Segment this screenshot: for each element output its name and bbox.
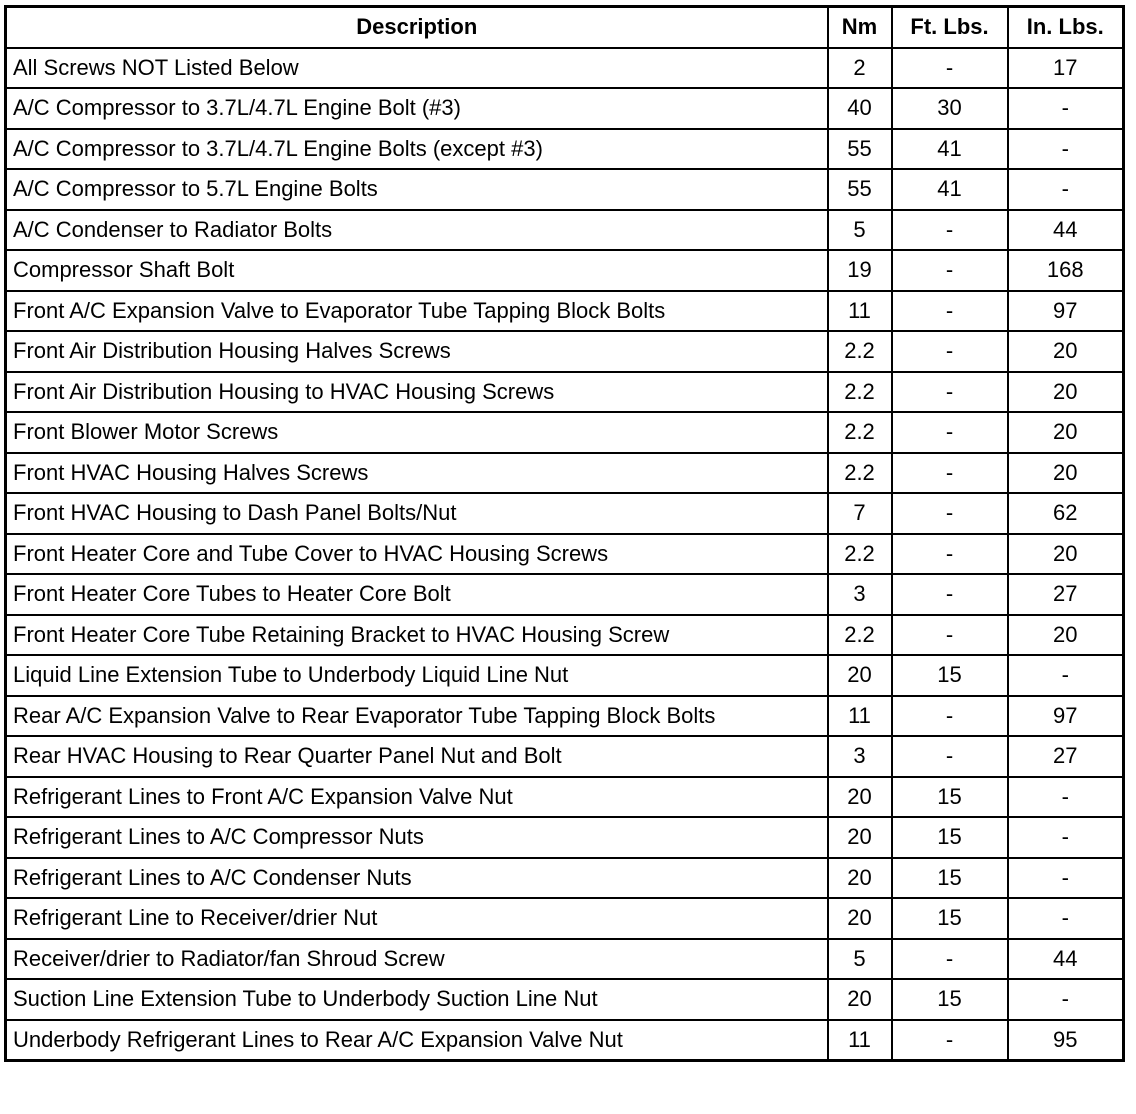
table-row bbox=[6, 696, 1124, 737]
table-header bbox=[6, 7, 1124, 48]
table-row bbox=[6, 898, 1124, 939]
table-row bbox=[6, 493, 1124, 534]
cell-nm: 20 bbox=[828, 979, 892, 1020]
cell-nm: 20 bbox=[828, 817, 892, 858]
cell-in-lbs: 95 bbox=[1008, 1020, 1124, 1061]
cell-in-lbs: - bbox=[1008, 898, 1124, 939]
table-row bbox=[6, 655, 1124, 696]
cell-nm: 19 bbox=[828, 250, 892, 291]
cell-in-lbs: 17 bbox=[1008, 48, 1124, 89]
cell-ft-lbs: - bbox=[892, 331, 1008, 372]
cell-nm: 5 bbox=[828, 939, 892, 980]
cell-description: A/C Compressor to 3.7L/4.7L Engine Bolts (except #3) bbox=[6, 129, 828, 170]
cell-description: Refrigerant Lines to A/C Condenser Nuts bbox=[6, 858, 828, 899]
cell-ft-lbs: - bbox=[892, 291, 1008, 332]
cell-in-lbs: - bbox=[1008, 88, 1124, 129]
cell-in-lbs: - bbox=[1008, 655, 1124, 696]
cell-in-lbs: 97 bbox=[1008, 696, 1124, 737]
cell-nm: 5 bbox=[828, 210, 892, 251]
table-body bbox=[6, 48, 1124, 1061]
cell-description: Front Heater Core Tubes to Heater Core Bolt bbox=[6, 574, 828, 615]
cell-nm: 3 bbox=[828, 574, 892, 615]
table-row bbox=[6, 331, 1124, 372]
cell-nm: 2.2 bbox=[828, 453, 892, 494]
table-row bbox=[6, 736, 1124, 777]
table-row bbox=[6, 250, 1124, 291]
cell-description: Rear A/C Expansion Valve to Rear Evaporator Tube Tapping Block Bolts bbox=[6, 696, 828, 737]
cell-description: Refrigerant Lines to A/C Compressor Nuts bbox=[6, 817, 828, 858]
table-row bbox=[6, 939, 1124, 980]
table-row bbox=[6, 1020, 1124, 1061]
cell-nm: 40 bbox=[828, 88, 892, 129]
cell-in-lbs: 27 bbox=[1008, 736, 1124, 777]
header-ft-lbs: Ft. Lbs. bbox=[892, 7, 1008, 48]
cell-ft-lbs: 15 bbox=[892, 817, 1008, 858]
cell-description: A/C Compressor to 3.7L/4.7L Engine Bolt (#3) bbox=[6, 88, 828, 129]
table-row bbox=[6, 412, 1124, 453]
cell-nm: 3 bbox=[828, 736, 892, 777]
cell-description: Front Heater Core and Tube Cover to HVAC Housing Screws bbox=[6, 534, 828, 575]
cell-in-lbs: 20 bbox=[1008, 534, 1124, 575]
cell-in-lbs: 20 bbox=[1008, 331, 1124, 372]
cell-nm: 2.2 bbox=[828, 534, 892, 575]
cell-ft-lbs: - bbox=[892, 412, 1008, 453]
cell-in-lbs: 62 bbox=[1008, 493, 1124, 534]
table-row bbox=[6, 210, 1124, 251]
table-row bbox=[6, 858, 1124, 899]
cell-in-lbs: - bbox=[1008, 129, 1124, 170]
cell-nm: 2.2 bbox=[828, 615, 892, 656]
cell-nm: 20 bbox=[828, 777, 892, 818]
cell-ft-lbs: - bbox=[892, 939, 1008, 980]
cell-in-lbs: - bbox=[1008, 817, 1124, 858]
header-row bbox=[6, 7, 1124, 48]
table-row bbox=[6, 777, 1124, 818]
cell-nm: 20 bbox=[828, 858, 892, 899]
cell-ft-lbs: 30 bbox=[892, 88, 1008, 129]
cell-description: A/C Condenser to Radiator Bolts bbox=[6, 210, 828, 251]
cell-ft-lbs: - bbox=[892, 493, 1008, 534]
cell-in-lbs: - bbox=[1008, 858, 1124, 899]
cell-ft-lbs: 15 bbox=[892, 898, 1008, 939]
cell-in-lbs: 20 bbox=[1008, 453, 1124, 494]
table-row bbox=[6, 574, 1124, 615]
cell-ft-lbs: 41 bbox=[892, 129, 1008, 170]
table-row bbox=[6, 979, 1124, 1020]
cell-ft-lbs: - bbox=[892, 372, 1008, 413]
cell-nm: 2.2 bbox=[828, 372, 892, 413]
table-row bbox=[6, 169, 1124, 210]
table-row bbox=[6, 534, 1124, 575]
cell-ft-lbs: - bbox=[892, 48, 1008, 89]
torque-spec-table bbox=[4, 5, 1125, 1062]
cell-description: Front Air Distribution Housing Halves Screws bbox=[6, 331, 828, 372]
cell-nm: 11 bbox=[828, 1020, 892, 1061]
cell-nm: 2 bbox=[828, 48, 892, 89]
cell-in-lbs: 20 bbox=[1008, 372, 1124, 413]
cell-description: Front A/C Expansion Valve to Evaporator Tube Tapping Block Bolts bbox=[6, 291, 828, 332]
cell-description: Refrigerant Line to Receiver/drier Nut bbox=[6, 898, 828, 939]
cell-ft-lbs: - bbox=[892, 453, 1008, 494]
cell-ft-lbs: 15 bbox=[892, 777, 1008, 818]
table-row bbox=[6, 88, 1124, 129]
cell-nm: 7 bbox=[828, 493, 892, 534]
table-row bbox=[6, 372, 1124, 413]
cell-description: Underbody Refrigerant Lines to Rear A/C Expansion Valve Nut bbox=[6, 1020, 828, 1061]
header-in-lbs: In. Lbs. bbox=[1008, 7, 1124, 48]
cell-ft-lbs: 41 bbox=[892, 169, 1008, 210]
header-description: Description bbox=[6, 7, 828, 48]
table-row bbox=[6, 615, 1124, 656]
cell-nm: 55 bbox=[828, 129, 892, 170]
cell-nm: 2.2 bbox=[828, 331, 892, 372]
cell-in-lbs: - bbox=[1008, 979, 1124, 1020]
cell-in-lbs: 20 bbox=[1008, 412, 1124, 453]
cell-description: Front Blower Motor Screws bbox=[6, 412, 828, 453]
cell-nm: 11 bbox=[828, 696, 892, 737]
cell-ft-lbs: - bbox=[892, 250, 1008, 291]
cell-description: Suction Line Extension Tube to Underbody Suction Line Nut bbox=[6, 979, 828, 1020]
cell-description: Front Heater Core Tube Retaining Bracket to HVAC Housing Screw bbox=[6, 615, 828, 656]
cell-description: Front HVAC Housing to Dash Panel Bolts/Nut bbox=[6, 493, 828, 534]
cell-in-lbs: 27 bbox=[1008, 574, 1124, 615]
cell-description: Rear HVAC Housing to Rear Quarter Panel Nut and Bolt bbox=[6, 736, 828, 777]
table-row bbox=[6, 453, 1124, 494]
cell-ft-lbs: - bbox=[892, 1020, 1008, 1061]
cell-nm: 55 bbox=[828, 169, 892, 210]
cell-description: All Screws NOT Listed Below bbox=[6, 48, 828, 89]
cell-nm: 20 bbox=[828, 898, 892, 939]
cell-description: A/C Compressor to 5.7L Engine Bolts bbox=[6, 169, 828, 210]
cell-description: Front HVAC Housing Halves Screws bbox=[6, 453, 828, 494]
cell-ft-lbs: - bbox=[892, 574, 1008, 615]
table-row bbox=[6, 817, 1124, 858]
table-row bbox=[6, 291, 1124, 332]
cell-ft-lbs: 15 bbox=[892, 979, 1008, 1020]
cell-ft-lbs: - bbox=[892, 210, 1008, 251]
cell-in-lbs: 97 bbox=[1008, 291, 1124, 332]
cell-ft-lbs: - bbox=[892, 615, 1008, 656]
cell-description: Receiver/drier to Radiator/fan Shroud Screw bbox=[6, 939, 828, 980]
cell-nm: 20 bbox=[828, 655, 892, 696]
cell-nm: 2.2 bbox=[828, 412, 892, 453]
cell-description: Liquid Line Extension Tube to Underbody Liquid Line Nut bbox=[6, 655, 828, 696]
cell-ft-lbs: 15 bbox=[892, 655, 1008, 696]
table-row bbox=[6, 129, 1124, 170]
cell-in-lbs: - bbox=[1008, 169, 1124, 210]
cell-ft-lbs: 15 bbox=[892, 858, 1008, 899]
cell-in-lbs: 44 bbox=[1008, 210, 1124, 251]
cell-in-lbs: 20 bbox=[1008, 615, 1124, 656]
cell-ft-lbs: - bbox=[892, 696, 1008, 737]
cell-description: Front Air Distribution Housing to HVAC Housing Screws bbox=[6, 372, 828, 413]
cell-in-lbs: 168 bbox=[1008, 250, 1124, 291]
cell-ft-lbs: - bbox=[892, 534, 1008, 575]
cell-description: Compressor Shaft Bolt bbox=[6, 250, 828, 291]
cell-description: Refrigerant Lines to Front A/C Expansion Valve Nut bbox=[6, 777, 828, 818]
cell-in-lbs: - bbox=[1008, 777, 1124, 818]
table-row bbox=[6, 48, 1124, 89]
cell-ft-lbs: - bbox=[892, 736, 1008, 777]
cell-in-lbs: 44 bbox=[1008, 939, 1124, 980]
cell-nm: 11 bbox=[828, 291, 892, 332]
header-nm: Nm bbox=[828, 7, 892, 48]
